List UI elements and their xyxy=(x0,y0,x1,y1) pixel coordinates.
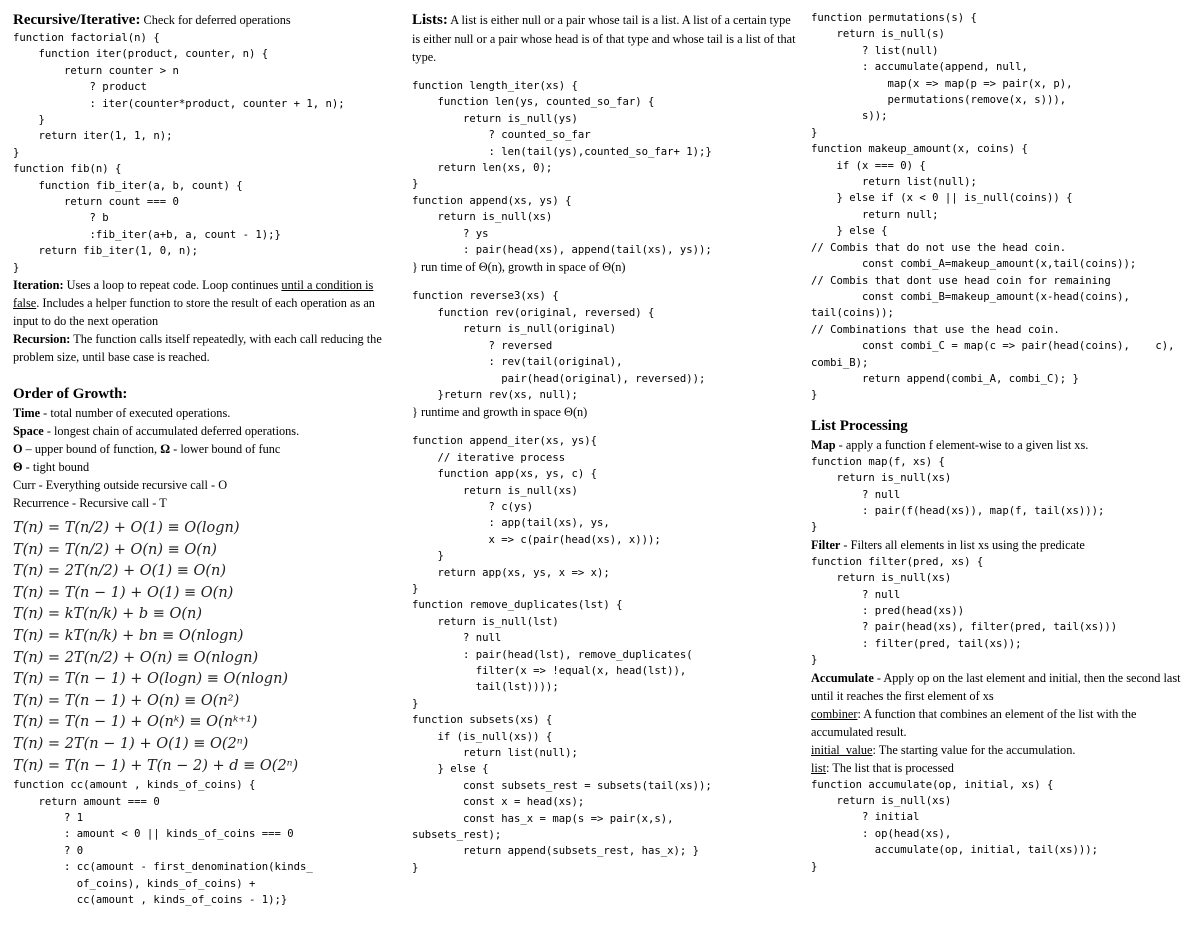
recurrence-10: T(n) = T(n − 1) + O(nᵏ) ≡ O(nᵏ⁺¹) xyxy=(13,714,258,731)
map-definition xyxy=(811,436,1196,454)
spacer xyxy=(412,276,797,288)
initial-label: initial_value xyxy=(811,742,873,757)
initial-text: : The starting value for the accumulation. xyxy=(872,742,1076,757)
recurrence-3: T(n) = 2T(n/2) + O(1) ≡ O(n) xyxy=(13,563,227,580)
column-3 xyxy=(811,10,1196,875)
recurrence-definition: Recurrence - Recursive call - T xyxy=(13,496,167,511)
filter-text: - Filters all elements in list xs using the predicate xyxy=(840,537,1085,552)
curr-definition: Curr - Everything outside recursive call - O xyxy=(13,478,228,493)
permutations-makeup-code: function permutations(s) { return is_null(s) ? list(null) : accumulate(append, null, map(x => map(p => pair(x, p), permutations(remove(x, s))), s)); } function makeup_amount(x, coins) { if (x === 0) { return list(null); } else if (x < 0 || is_null(coins)) { return null; } else { // Combis that do not use the head coin. const combi_A=makeup_amount(x,tail(coins)); // Combis that dont use head coin for remaining const combi_B=makeup_amount(x-head(coins), tail(coins)); // Combinations that use the head coin. const combi_C = map(c => pair(head(coins), c), combi_B); return append(combi_A, combi_C); } } xyxy=(811,12,1175,402)
theta-text: - tight bound xyxy=(22,460,90,475)
recursion-label: Recursion: xyxy=(13,332,71,347)
length-append-code: function length_iter(xs) { function len(ys, counted_so_far) { return is_null(ys) ? counted_so_far : len(tail(ys),counted_so_far+ 1);} return len(xs, 0); } function append(xs, ys) { return is_null(xs) ? ys : pair(head(xs), append(tail(xs), ys)); xyxy=(412,80,712,257)
map-text: - apply a function f element-wise to a given list xs. xyxy=(835,437,1089,452)
accumulate-code: function accumulate(op, initial, xs) { return is_null(xs) ? initial : op(head(xs), accumulate(op, initial, tail(xs))); } xyxy=(811,778,1099,873)
omega-text: - lower bound of func xyxy=(170,442,281,457)
iteration-text-a: Uses a loop to repeat code. Loop continues xyxy=(63,278,282,293)
spacer xyxy=(811,404,1196,416)
recurrence-8: T(n) = T(n − 1) + O(logn) ≡ O(nlogn) xyxy=(13,671,289,688)
order-of-growth-title: Order of Growth: xyxy=(13,386,128,403)
theta-label: Θ xyxy=(13,460,23,475)
big-o-label: O xyxy=(13,442,23,457)
combiner-text: : A function that combines an element of the list with the accumulated result. xyxy=(811,706,1137,739)
space-label: Space xyxy=(13,424,44,439)
lists-title: Lists: xyxy=(412,12,448,28)
cc-code: function cc(amount , kinds_of_coins) { return amount === 0 ? 1 : amount < 0 || kinds_of_coins === 0 ? 0 : cc(amount - first_denomination(kinds_ of_coins), kinds_of_coins) + cc(amount , kinds_of_coins - 1);} xyxy=(13,779,313,907)
section-title: Recursive/Iterative: xyxy=(13,12,141,28)
lists-definition xyxy=(412,10,797,66)
list-text: : The list that is processed xyxy=(826,760,954,775)
big-o-text: – upper bound of function, xyxy=(22,442,161,457)
list-label: list xyxy=(811,760,827,775)
recurrence-5: T(n) = kT(n/k) + b ≡ O(n) xyxy=(13,606,203,623)
omega-label: Ω xyxy=(160,442,171,457)
filter-definition xyxy=(811,536,1196,554)
column-1 xyxy=(13,10,393,908)
spacer xyxy=(412,66,797,78)
accumulate-label: Accumulate xyxy=(811,670,874,685)
bounds-definition xyxy=(13,440,393,458)
recurrence-12: T(n) = T(n − 1) + T(n − 2) + d ≡ O(2ⁿ) xyxy=(13,757,299,774)
factorial-fib-code: function factorial(n) { function iter(product, counter, n) { return counter > n ? product : iter(counter*product, counter + 1, n); } return iter(1, 1, n); } function fib(n) { function fib_iter(a, b, count) { return count === 0 ? b :fib_iter(a+b, a, count - 1);} return fib_iter(1, 0, n); } xyxy=(13,32,345,274)
recurrence-1: T(n) = T(n/2) + O(1) ≡ O(logn) xyxy=(13,520,240,537)
iteration-definition xyxy=(13,276,393,330)
spacer xyxy=(13,366,393,384)
map-label: Map xyxy=(811,437,836,452)
section-desc: Check for deferred operations xyxy=(140,13,291,27)
lists-desc: A list is either null or a pair whose tail is a list. A list of a certain type is either null or a pair whose head is of that type and whose tail is a list of that type. xyxy=(412,13,796,64)
theta-definition xyxy=(13,458,393,476)
time-label: Time xyxy=(13,406,41,421)
list-processing-title: List Processing xyxy=(811,417,908,434)
recurrence-9: T(n) = T(n − 1) + O(n) ≡ O(n²) xyxy=(13,692,240,709)
recurrence-2: T(n) = T(n/2) + O(n) ≡ O(n) xyxy=(13,541,217,558)
recursion-text: The function calls itself repeatedly, with each call reducing the problem size, until base case is reached. xyxy=(13,332,382,365)
filter-label: Filter xyxy=(811,537,841,552)
reverse-code: function reverse3(xs) { function rev(original, reversed) { return is_null(original) ? reversed : rev(tail(original), pair(head(original), reversed)); }return rev(xs, null); xyxy=(412,290,706,401)
reverse-complexity-note: } runtime and growth in space Θ(n) xyxy=(412,405,588,420)
space-definition xyxy=(13,422,393,440)
column-2 xyxy=(412,10,797,876)
append-iter-subsets-code: function append_iter(xs, ys){ // iterative process function app(xs, ys, c) { return is_null(xs) ? c(ys) : app(tail(xs), ys, x => c(pair(head(xs), x))); } return app(xs, ys, x => x); } function remove_duplicates(lst) { return is_null(lst) ? null : pair(head(lst), remove_duplicates( filter(x => !equal(x, head(lst)), tail(lst)))); } function subsets(xs) { if (is_null(xs)) { return list(null); } else { const subsets_rest = subsets(tail(xs)); const x = head(xs); const has_x = map(s => pair(x,s), subsets_rest); return append(subsets_rest, has_x); } } xyxy=(412,435,712,874)
time-text: - total number of executed operations. xyxy=(40,406,231,421)
iteration-text-underlined: until a condition is false xyxy=(13,278,374,311)
recurrence-7: T(n) = 2T(n/2) + O(n) ≡ O(nlogn) xyxy=(13,649,259,666)
accumulate-definition xyxy=(811,669,1196,705)
combiner-label: combiner xyxy=(811,706,858,721)
initial-definition xyxy=(811,741,1196,759)
iteration-label: Iteration: xyxy=(13,278,64,293)
recurrence-11: T(n) = 2T(n − 1) + O(1) ≡ O(2ⁿ) xyxy=(13,736,249,753)
recursion-definition xyxy=(13,330,393,366)
combiner-definition xyxy=(811,705,1196,741)
recursive-iterative-heading xyxy=(13,10,393,30)
append-complexity-note: } run time of Θ(n), growth in space of Θ(n) xyxy=(412,260,626,275)
list-definition xyxy=(811,759,1196,777)
time-definition xyxy=(13,404,393,422)
filter-code: function filter(pred, xs) { return is_null(xs) ? null : pred(head(xs)) ? pair(head(xs), filter(pred, tail(xs))) : filter(pred, tail(xs)); } xyxy=(811,555,1118,667)
spacer xyxy=(412,421,797,433)
map-code: function map(f, xs) { return is_null(xs) ? null : pair(f(head(xs)), map(f, tail(xs))); } xyxy=(811,455,1105,534)
accumulate-text: - Apply op on the last element and initial, then the second last until it reaches the first element of xs xyxy=(811,670,1181,703)
recurrence-4: T(n) = T(n − 1) + O(1) ≡ O(n) xyxy=(13,584,234,601)
recurrence-6: T(n) = kT(n/k) + bn ≡ O(nlogn) xyxy=(13,628,244,645)
space-text: - longest chain of accumulated deferred operations. xyxy=(43,424,300,439)
iteration-text-b: . Includes a helper function to store the result of each operation as an input to do the next operation xyxy=(13,296,375,329)
